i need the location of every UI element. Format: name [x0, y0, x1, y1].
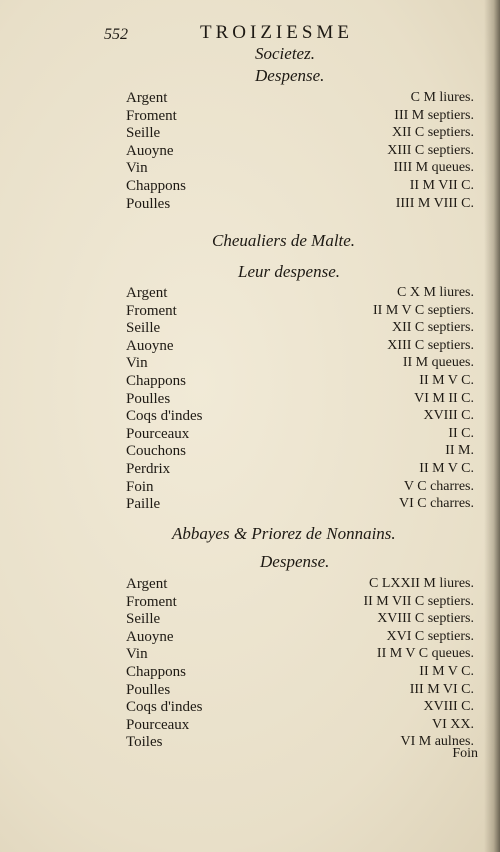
list-item — [126, 391, 474, 409]
item-value: II C. — [448, 425, 474, 441]
item-value: II M VII C. — [409, 177, 474, 193]
list-item — [126, 303, 474, 321]
list-item — [126, 285, 474, 303]
list-item — [126, 611, 474, 629]
list-item — [126, 355, 474, 373]
item-label: Poulles — [126, 681, 171, 698]
list-item — [126, 594, 474, 612]
section-subtitle: Despense. — [260, 552, 330, 571]
item-value: XII C septiers. — [391, 320, 474, 336]
page-spine-shadow — [484, 0, 500, 852]
item-label: Chappons — [126, 372, 186, 389]
item-value: II M queues. — [402, 355, 474, 371]
item-value: XVIII C. — [423, 699, 474, 715]
section-title: Cheualiers de Malte. — [212, 231, 356, 250]
item-label: Seille — [126, 320, 161, 337]
item-value: II M VII C septiers. — [363, 593, 474, 609]
item-label: Chappons — [126, 663, 186, 680]
list-item — [126, 196, 474, 214]
list-item — [126, 461, 474, 479]
list-item — [126, 717, 474, 735]
item-value: V C charres. — [403, 478, 474, 494]
list-item — [126, 699, 474, 717]
list-item — [126, 160, 474, 178]
item-value: II M V C. — [419, 663, 474, 679]
section-title: Abbayes & Priorez de Nonnains. — [172, 524, 396, 543]
item-label: Couchons — [126, 443, 186, 460]
item-value: II M V C queues. — [376, 646, 474, 662]
item-label: Seille — [126, 611, 161, 628]
item-label: Auoyne — [126, 337, 174, 354]
list-item — [126, 90, 474, 108]
item-label: Foin — [126, 478, 154, 495]
item-label: Pourceaux — [126, 716, 190, 733]
item-label: Auoyne — [126, 142, 174, 159]
item-label: Vin — [126, 646, 148, 663]
item-value: IIII M queues. — [393, 160, 474, 176]
item-label: Froment — [126, 107, 177, 124]
item-value: IIII M VIII C. — [395, 195, 474, 211]
list-item — [126, 443, 474, 461]
list-item — [126, 320, 474, 338]
expense-list — [126, 285, 474, 514]
list-item — [126, 576, 474, 594]
expense-list — [126, 90, 474, 213]
item-value: XIII C septiers. — [387, 337, 474, 353]
item-value: VI XX. — [432, 716, 474, 732]
item-label: Chappons — [126, 177, 186, 194]
item-label: Froment — [126, 302, 177, 319]
list-item — [126, 629, 474, 647]
item-label: Paille — [126, 496, 161, 513]
list-item — [126, 682, 474, 700]
item-label: Argent — [126, 576, 168, 592]
list-item — [126, 338, 474, 356]
section-title: Societez. — [255, 44, 315, 63]
item-label: Seille — [126, 125, 161, 142]
list-item — [126, 108, 474, 126]
item-value: C X M liures. — [397, 285, 474, 300]
item-value: II M V C. — [419, 372, 474, 388]
item-value: VI M II C. — [414, 390, 474, 406]
list-item — [126, 734, 474, 752]
item-label: Poulles — [126, 390, 171, 407]
item-label: Coqs d'indes — [126, 699, 203, 716]
item-label: Argent — [126, 285, 168, 301]
list-item — [126, 646, 474, 664]
list-item — [126, 373, 474, 391]
list-item — [126, 143, 474, 161]
item-label: Pourceaux — [126, 425, 190, 442]
item-label: Argent — [126, 90, 168, 106]
item-label: Coqs d'indes — [126, 408, 203, 425]
list-item — [126, 664, 474, 682]
section-subtitle: Despense. — [255, 66, 325, 85]
item-value: III M VI C. — [409, 681, 474, 697]
list-item — [126, 426, 474, 444]
list-item — [126, 125, 474, 143]
item-label: Vin — [126, 160, 148, 177]
item-value: XII C septiers. — [391, 125, 474, 141]
item-value: C LXXII M liures. — [369, 576, 474, 591]
item-value: XVIII C. — [423, 408, 474, 424]
item-value: II M V C septiers. — [373, 302, 474, 318]
item-label: Auoyne — [126, 628, 174, 645]
item-label: Froment — [126, 593, 177, 610]
item-label: Perdrix — [126, 460, 171, 477]
list-item — [126, 178, 474, 196]
list-item — [126, 408, 474, 426]
item-value: XVIII C septiers. — [377, 611, 474, 627]
item-value: II M. — [445, 443, 474, 459]
item-value: VI C charres. — [398, 496, 474, 512]
item-value: XIII C septiers. — [387, 142, 474, 158]
item-label: Poulles — [126, 195, 171, 212]
catchword: Foin — [452, 746, 478, 761]
item-value: XVI C septiers. — [386, 628, 474, 644]
item-value: III M septiers. — [394, 107, 474, 123]
item-value: C M liures. — [410, 90, 474, 105]
item-value: II M V C. — [419, 460, 474, 476]
item-label: Vin — [126, 355, 148, 372]
section-subtitle: Leur despense. — [238, 262, 340, 281]
list-item — [126, 496, 474, 514]
expense-list — [126, 576, 474, 752]
item-label: Toiles — [126, 734, 163, 751]
running-head: TROIZIESME — [200, 22, 353, 43]
item-value: VI M aulnes. — [400, 734, 474, 750]
page-number: 552 — [104, 26, 128, 43]
list-item — [126, 479, 474, 497]
